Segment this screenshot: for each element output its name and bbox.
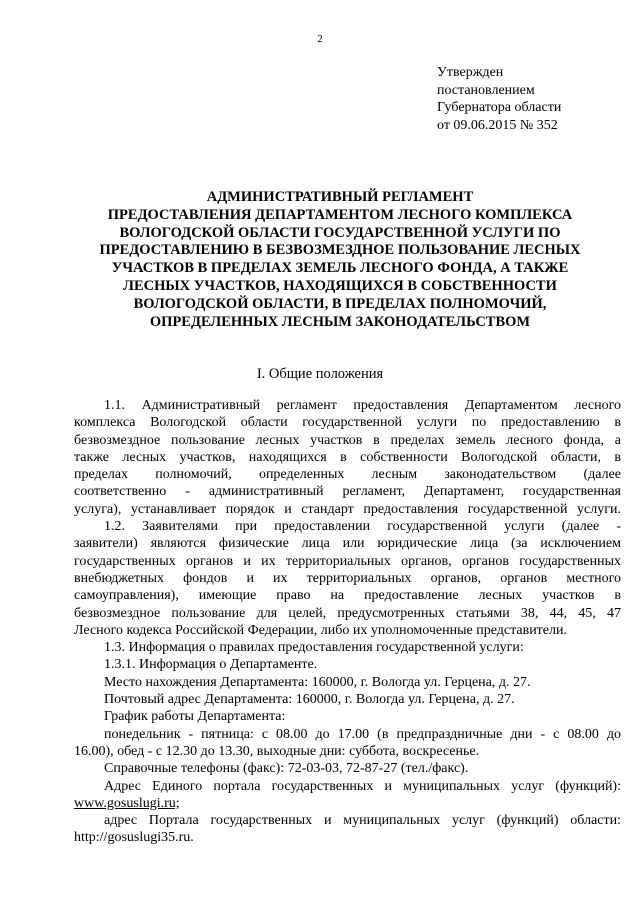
title-line: ПРЕДОСТАВЛЕНИЯ ДЕПАРТАМЕНТОМ ЛЕСНОГО КОМПЛЕКСА (107, 206, 573, 223)
approval-line: Губернатора области (437, 100, 562, 115)
section-heading: I. Общие положения (256, 366, 384, 382)
body-line: комплекса Вологодской области государственной услуги по предоставлению в (74, 415, 621, 431)
body-line: 16.00), обед - с 12.30 до 13.30, выходные дни: суббота, воскресенье. (74, 743, 480, 759)
title-line: ЛЕСНЫХ УЧАСТКОВ, НАХОДЯЩИХСЯ В СОБСТВЕННОСТИ (123, 277, 557, 294)
body-line: безвозмездное пользование лесных участков в пределах земель лесного фонда, а (74, 432, 621, 448)
title-line: ВОЛОГОДСКОЙ ОБЛАСТИ, В ПРЕДЕЛАХ ПОЛНОМОЧИЙ, (133, 295, 547, 312)
body-line: государственных органов и их территориальных органов, органов государственных (74, 553, 621, 569)
document-title (60, 189, 620, 331)
body-line: http://gosuslugi35.ru. (74, 830, 194, 846)
body-line: также лесных участков, находящихся в собственности Вологодской области, в (74, 449, 621, 465)
body-line: 1.3.1. Информация о Департаменте. (104, 657, 318, 673)
title-line: ОПРЕДЕЛЕННЫХ ЛЕСНЫМ ЗАКОНОДАТЕЛЬСТВОМ (149, 313, 531, 330)
body-line: Место нахождения Департамента: 160000, г. Вологда ул. Герцена, д. 27. (104, 674, 531, 690)
body-line: безвозмездное пользование для целей, предусмотренных статьями 38, 44, 45, 47 (74, 605, 621, 621)
body-line: Почтовый адрес Департамента: 160000, г. Вологда ул. Герцена, д. 27. (104, 692, 515, 708)
title-line: АДМИНИСТРАТИВНЫЙ РЕГЛАМЕНТ (206, 189, 474, 205)
title-line: ВОЛОГОДСКОЙ ОБЛАСТИ ГОСУДАРСТВЕННОЙ УСЛУГИ ПО (119, 224, 561, 241)
body-line: адрес Портала государственных и муниципальных услуг (функций) области: (104, 813, 621, 829)
body-line: Лесного кодекса Российской Федерации, либо их уполномоченные представители. (74, 622, 567, 638)
body-line: 1.3. Информация о правилах предоставления государственной услуги: (104, 640, 524, 656)
title-line: ПРЕДОСТАВЛЕНИЮ В БЕЗВОЗМЕЗДНОЕ ПОЛЬЗОВАНИЕ ЛЕСНЫХ (99, 242, 581, 259)
approval-stamp (437, 64, 561, 134)
body-line: График работы Департамента: (104, 709, 286, 725)
body-text (74, 397, 621, 847)
page-number: 2 (317, 33, 323, 45)
body-line: понедельник - пятница: с 08.00 до 17.00 (в предпраздничные дни - с 08.00 до (104, 726, 621, 742)
body-line: внебюджетных фондов и их территориальных органов, органов местного (74, 570, 621, 586)
approval-line: постановлением (437, 82, 535, 98)
body-line: Адрес Единого портала государственных и муниципальных услуг (функций): (104, 778, 621, 794)
body-line: 1.2. Заявителями при предоставлении государственной услуги (далее - (104, 519, 621, 535)
portal-link[interactable]: www.gosuslugi.ru; (74, 795, 180, 811)
body-line: соответственно - административный регламент, Департамент, государственная (74, 484, 621, 500)
body-line: самоуправления), имеющие право на предоставление лесных участков в (74, 588, 621, 604)
approval-line: Утвержден (437, 65, 504, 80)
body-line: заявители) являются физические лица или юридические лица (за исключением (74, 536, 621, 552)
body-line: 1.1. Административный регламент предоставления Департаментом лесного (104, 398, 621, 413)
approval-line: от 09.06.2015 № 352 (437, 117, 558, 133)
body-line: Справочные телефоны (факс): 72-03-03, 72-87-27 (тел./факс). (104, 761, 469, 777)
body-line: пределах полномочий, определенных лесным законодательством (далее (74, 467, 621, 483)
title-line: УЧАСТКОВ В ПРЕДЕЛАХ ЗЕМЕЛЬ ЛЕСНОГО ФОНДА, А ТАКЖЕ (111, 260, 569, 277)
body-line: услуга), устанавливает порядок и стандарт предоставления государственной услуги. (74, 501, 621, 517)
